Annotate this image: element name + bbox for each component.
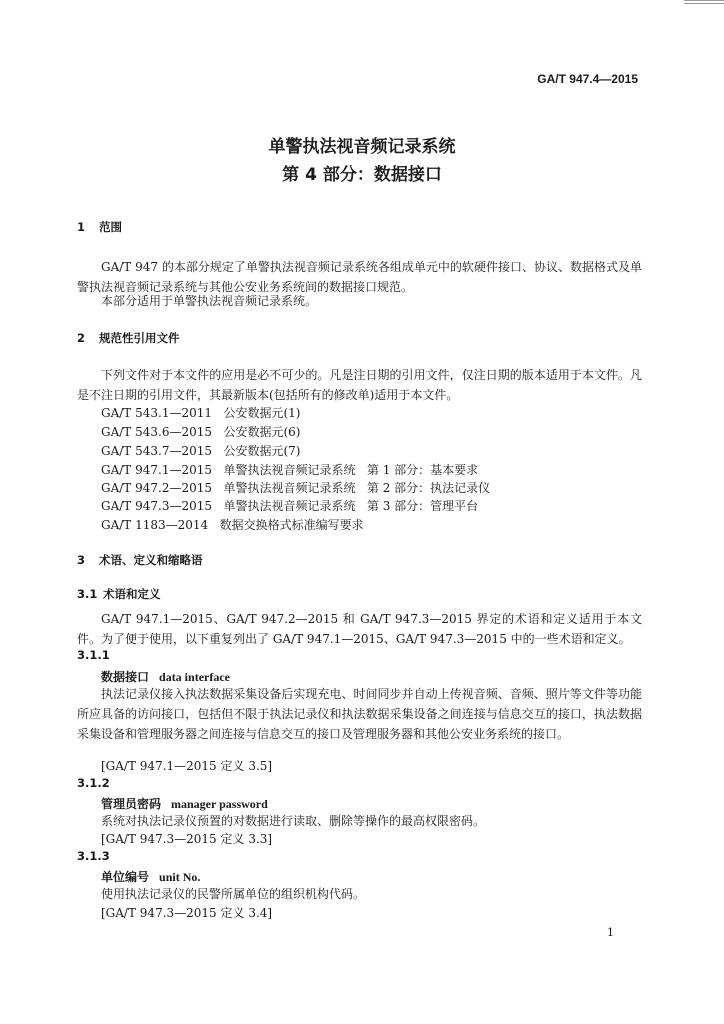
term-definition: 执法记录仪接入执法数据采集设备后实现充电、时间同步并自动上传视音频、音频、照片等文件等功能所应具备的访问接口，包括但不限于执法记录仪和执法数据采集设备之间连接与信息交互的接口，执法数据采集设备和管理服务器之间连接与信息交互的接口及管理服务器和其他公安业务系统的接口。 [77, 687, 642, 741]
section-heading-terms [77, 552, 203, 568]
document-title: 单警执法视音频记录系统 [268, 137, 456, 157]
section-title: 术语、定义和缩略语 [99, 553, 203, 567]
term-zh: 单位编号 [101, 870, 150, 884]
term-en: unit No. [159, 870, 201, 884]
term-heading [101, 668, 230, 685]
section-title: 规范性引用文件 [99, 331, 180, 345]
reference-item: GA/T 947.2—2015 单警执法视音频记录系统 第 2 部分：执法记录仪 [101, 481, 491, 495]
reference-item: GA/T 947.3—2015 单警执法视音频记录系统 第 3 部分：管理平台 [101, 499, 479, 513]
subsection-title: 术语和定义 [103, 587, 161, 601]
term-definition: 使用执法记录仪的民警所属单位的组织机构代码。 [101, 887, 366, 901]
scan-edge-mark [684, 0, 724, 6]
reference-item: GA/T 947.1—2015 单警执法视音频记录系统 第 1 部分：基本要求 [101, 463, 479, 477]
references-intro: 下列文件对于本文件的应用是必不可少的。凡是注日期的引用文件，仅注日期的版本适用于本文件。凡是不注日期的引用文件，其最新版本(包括所有的修改单)适用于本文件。 [77, 368, 642, 402]
section-number: 3 [77, 553, 86, 567]
term-zh: 数据接口 [101, 670, 150, 684]
scope-applicability: 本部分适用于单警执法视音频记录系统。 [101, 294, 318, 308]
section-title: 范围 [99, 220, 122, 234]
term-definition: 系统对执法记录仪预置的对数据进行读取、删除等操作的最高权限密码。 [101, 814, 486, 828]
term-en: data interface [159, 670, 230, 684]
terms-intro: GA/T 947.1—2015、GA/T 947.2—2015 和 GA/T 947.3—2015 界定的术语和定义适用于本文件。为了便于使用，以下重复列出了 GA/T 947.1—2015、GA/T 947.3—2015 中的一些术语和定义。 [77, 612, 642, 646]
page-number: 1 [607, 926, 614, 939]
term-heading [101, 868, 200, 885]
term-source: [GA/T 947.1—2015 定义 3.5] [101, 759, 273, 773]
reference-item: GA/T 543.1—2011 公安数据元(1) [101, 406, 301, 420]
standard-code: GA/T 947.4—2015 [537, 72, 638, 86]
reference-item: GA/T 1183—2014 数据交换格式标准编写要求 [101, 518, 364, 532]
section-heading-scope [77, 219, 122, 235]
section-number: 2 [77, 331, 86, 345]
term-source: [GA/T 947.3—2015 定义 3.4] [101, 906, 273, 920]
term-en: manager password [171, 797, 268, 811]
term-number: 3.1.3 [77, 849, 110, 863]
document-subtitle: 第 4 部分：数据接口 [282, 165, 442, 185]
term-heading [101, 795, 268, 812]
scope-paragraph: GA/T 947 的本部分规定了单警执法视音频记录系统各组成单元中的软硬件接口、协议、数据格式及单警执法视音频记录系统与其他公安业务系统间的数据接口规范。 [77, 260, 642, 294]
reference-item: GA/T 543.6—2015 公安数据元(6) [101, 425, 301, 439]
reference-item: GA/T 543.7—2015 公安数据元(7) [101, 444, 301, 458]
subsection-number: 3.1 [77, 587, 98, 601]
term-zh: 管理员密码 [101, 797, 162, 811]
section-heading-normative-references [77, 330, 180, 346]
term-number: 3.1.1 [77, 648, 110, 662]
section-number: 1 [77, 220, 86, 234]
subsection-heading-terms-definitions [77, 586, 161, 602]
term-source: [GA/T 947.3—2015 定义 3.3] [101, 832, 273, 846]
term-number: 3.1.2 [77, 776, 110, 790]
